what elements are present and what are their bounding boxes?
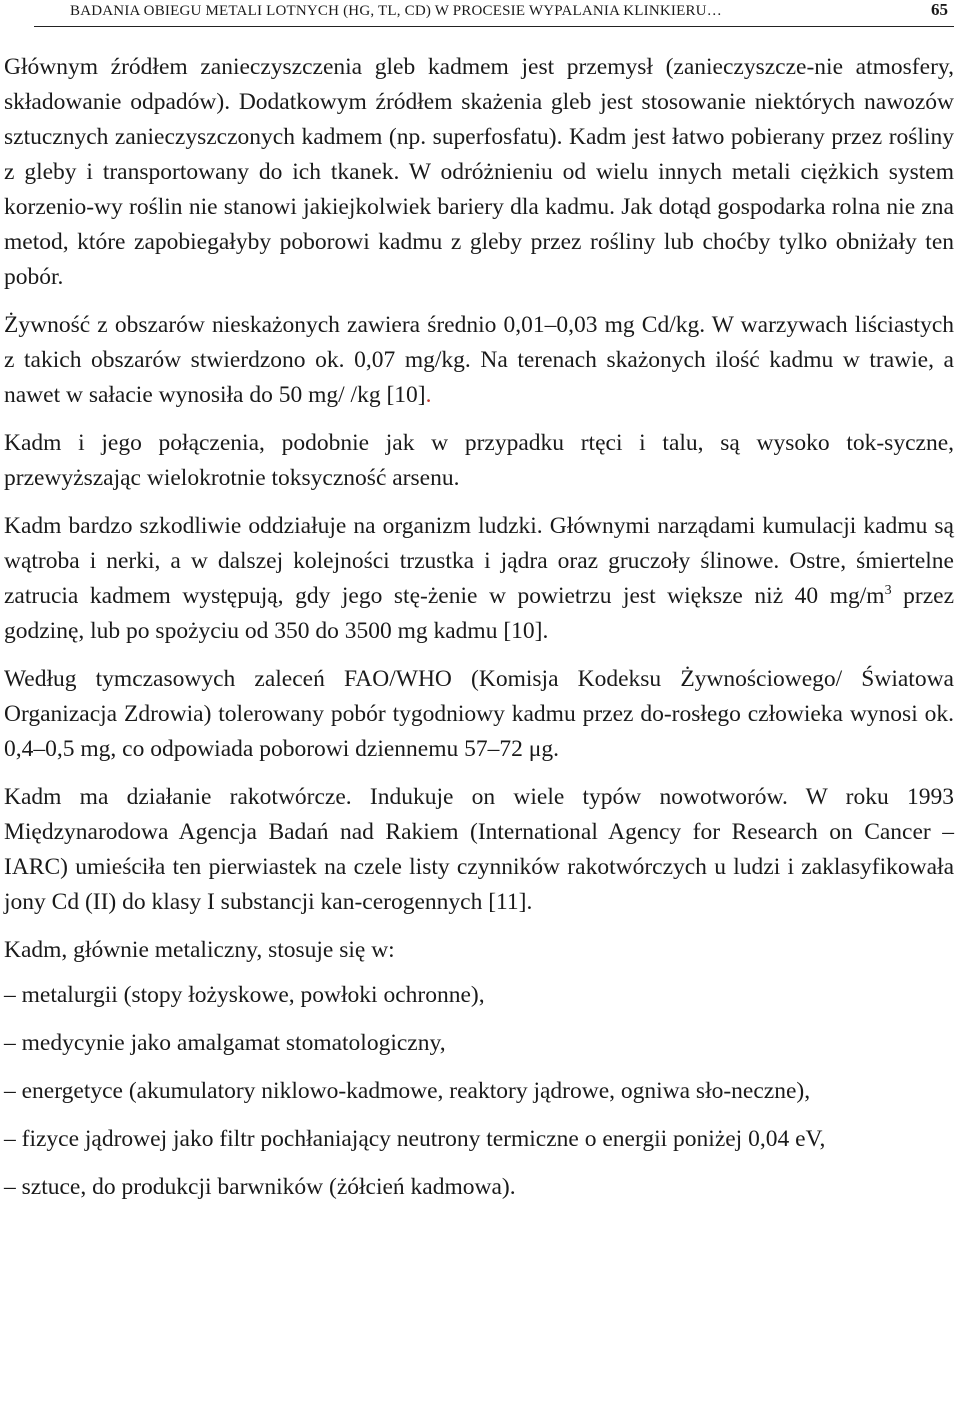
paragraph-text: Żywność z obszarów nieskażonych zawiera średnio 0,01–0,03 mg Cd/kg. W warzywach liściastych z takich obszarów stwierdzono ok. 0,07 mg/kg. Na terenach skażonych ilość kadmu w trawie, a nawet w sałacie wynosiła do 50 mg/ /kg [10]	[4, 312, 954, 408]
paragraph	[4, 509, 954, 649]
running-header-title: BADANIA OBIEGU METALI LOTNYCH (HG, TL, CD) W PROCESIE WYPALANIA KLINKIERU…	[70, 3, 722, 19]
list-intro: Kadm, głównie metaliczny, stosuje się w:	[4, 937, 395, 963]
paragraph: Według tymczasowych zaleceń FAO/WHO (Komisja Kodeksu Żywnościowego/ Światowa Organizacja Zdrowia) tolerowany pobór tygodniowy kadmu przez do-rosłego człowieka wynosi ok. 0,4–0,5 mg, co odpowiada poborowi dziennemu 57–72 μg.	[4, 666, 954, 762]
paragraph-text: przez godzinę, lub po spożyciu od 350 do 3500 mg kadmu [10].	[4, 583, 954, 644]
running-header	[34, 0, 954, 27]
trailing-period: .	[425, 382, 432, 408]
page-number: 65	[931, 0, 948, 19]
list-item: – sztuce, do produkcji barwników (żółcień kadmowa).	[4, 1174, 516, 1200]
paragraph	[4, 308, 954, 413]
paragraph: Kadm i jego połączenia, podobnie jak w przypadku rtęci i talu, są wysoko tok-syczne, przewyższając wielokrotnie toksyczność arsenu.	[4, 430, 954, 491]
list-item: – metalurgii (stopy łożyskowe, powłoki ochronne),	[4, 982, 485, 1008]
body-text	[4, 50, 954, 1205]
list-item: – medycynie jako amalgamat stomatologiczny,	[4, 1030, 446, 1056]
paragraph: Kadm ma działanie rakotwórcze. Indukuje on wiele typów nowotworów. W roku 1993 Międzynarodowa Agencja Badań nad Rakiem (International Agency for Research on Cancer – IARC) umieściła ten pierwiastek na czele listy czynników rakotwórczych u ludzi i zaklasyfikowała jony Cd (II) do klasy I substancji kan-cerogennych [11].	[4, 784, 954, 915]
superscript: 3	[884, 583, 892, 598]
paragraph-text: Kadm bardzo szkodliwie oddziałuje na organizm ludzki. Głównymi narządami kumulacji kadmu są wątroba i nerki, a w dalszej kolejności trzustka i jądra oraz gruczoły ślinowe. Ostre, śmiertelne zatrucia kadmem występują, gdy jego stę-żenie w powietrzu jest większe niż 40 mg/m	[4, 513, 954, 609]
list-item: – energetyce (akumulatory niklowo-kadmowe, reaktory jądrowe, ogniwa sło-neczne),	[4, 1078, 811, 1104]
list-item: – fizyce jądrowej jako filtr pochłaniający neutrony termiczne o energii poniżej 0,04 eV,	[4, 1126, 826, 1152]
paragraph: Głównym źródłem zanieczyszczenia gleb kadmem jest przemysł (zanieczyszcze-nie atmosfery, składowanie odpadów). Dodatkowym źródłem skażenia gleb jest stosowanie niektórych nawozów sztucznych zanieczyszczonych kadmem (np. superfosfatu). Kadm jest łatwo pobierany przez rośliny z gleby i transportowany do ich tkanek. W odróżnieniu od wielu innych metali ciężkich system korzenio-wy roślin nie stanowi jakiejkolwiek bariery dla kadmu. Jak dotąd gospodarka rolna nie zna metod, które zapobiegałyby poborowi kadmu z gleby przez rośliny lub choćby tylko obniżały ten pobór.	[4, 54, 954, 290]
